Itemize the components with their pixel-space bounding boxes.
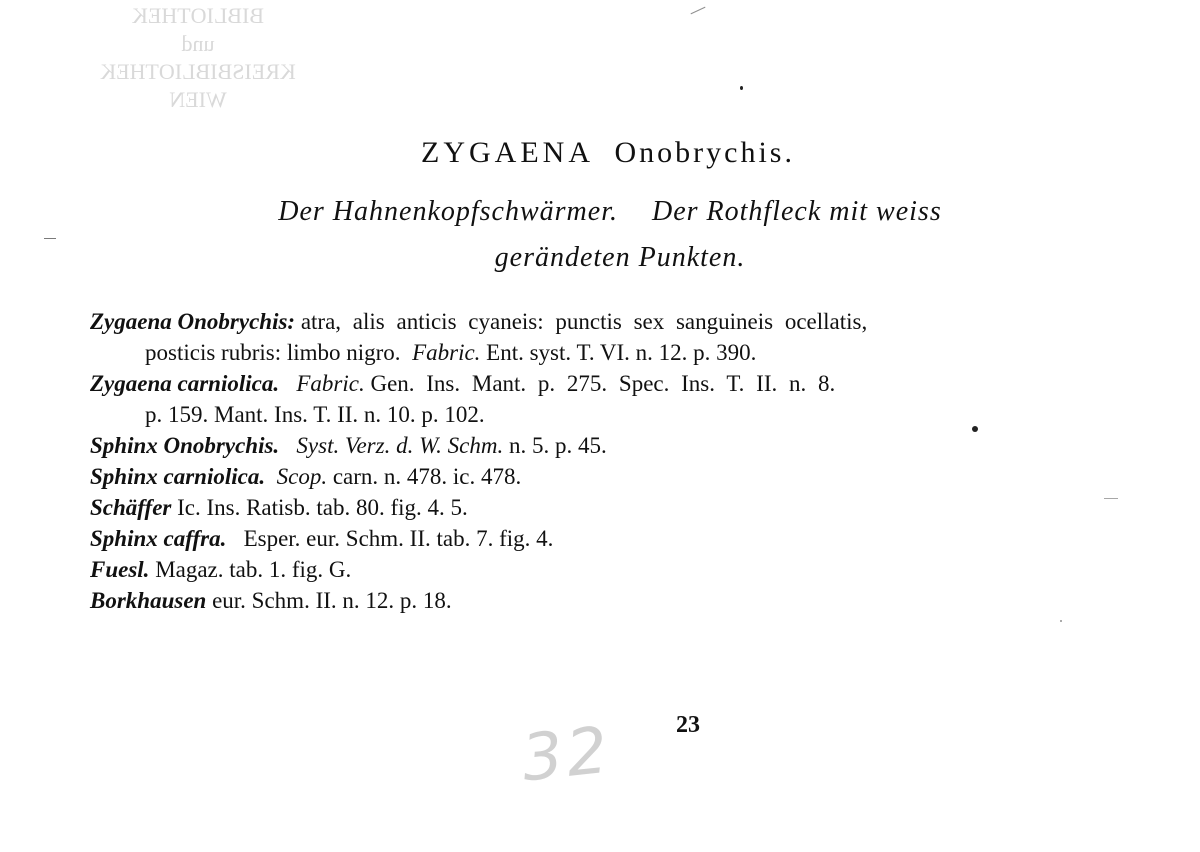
reference-continuation: p. 159. Mant. Ins. T. II. n. 10. p. 102. <box>145 402 485 427</box>
reference-entry <box>90 523 1130 554</box>
stamp-line: und <box>181 31 215 56</box>
reference-entry <box>90 368 1130 430</box>
common-names-line-2 <box>0 242 1200 274</box>
reference-text: Magaz. tab. 1. fig. G. <box>155 557 352 582</box>
reference-author: Scop. <box>276 464 328 489</box>
reference-text: atra, alis anticis cyaneis: punctis sex sanguineis ocellatis, <box>300 309 868 334</box>
ink-speck <box>44 238 56 239</box>
reference-text: Ic. Ins. Ratisb. tab. 80. fig. 4. 5. <box>177 495 468 520</box>
reference-text: n. 5. p. 45. <box>508 433 607 458</box>
reference-author: Syst. Verz. d. W. Schm. <box>296 433 504 458</box>
common-name-2-continued: gerändeten Punkten. <box>494 242 746 273</box>
ink-speck <box>691 7 706 15</box>
common-names-line-1 <box>0 196 1200 228</box>
reference-name: Fuesl. <box>90 557 150 582</box>
reference-name: Schäffer <box>90 495 172 520</box>
reference-entry <box>90 585 1130 616</box>
ink-speck <box>972 426 978 432</box>
reference-text: Ent. syst. T. VI. n. 12. p. 390. <box>486 340 757 365</box>
stamp-line: KREISBIBLIOTHEK <box>100 59 296 84</box>
genus-name: ZYGAENA <box>421 136 594 169</box>
reference-text: Esper. eur. Schm. II. tab. 7. fig. 4. <box>243 526 554 551</box>
reference-name: Borkhausen <box>90 588 207 613</box>
species-name: Onobrychis. <box>614 136 795 169</box>
reference-name: Zygaena Onobrychis: <box>90 309 296 334</box>
stamp-line: BIBLIOTHEK <box>132 3 264 28</box>
reference-entry <box>90 554 1130 585</box>
reference-entry <box>90 492 1130 523</box>
reference-name: Sphinx Onobrychis. <box>90 433 280 458</box>
reference-name: Sphinx carniolica. <box>90 464 266 489</box>
pencil-annotation: 32 <box>518 713 616 797</box>
reference-entry <box>90 461 1130 492</box>
reference-entry <box>90 306 1130 368</box>
reference-entry <box>90 430 1130 461</box>
synonymy-list <box>90 306 1130 616</box>
common-name-1: Der Hahnenkopfschwärmer. <box>278 196 618 227</box>
reference-text: carn. n. 478. ic. 478. <box>332 464 522 489</box>
page-number: 23 <box>676 712 700 738</box>
reference-name: Zygaena carniolica. <box>90 371 280 396</box>
ink-speck <box>1060 620 1062 622</box>
ink-speck <box>1104 498 1118 499</box>
reference-text: posticis rubris: limbo nigro. <box>145 340 401 365</box>
reference-author: Fabric. <box>296 371 365 396</box>
common-name-2: Der Rothfleck mit weiss <box>652 196 942 227</box>
library-stamp-bleedthrough <box>8 2 388 122</box>
reference-author: Fabric. <box>412 340 481 365</box>
reference-text: eur. Schm. II. n. 12. p. 18. <box>212 588 452 613</box>
reference-text: Gen. Ins. Mant. p. 275. Spec. Ins. T. II. n. 8. <box>370 371 836 396</box>
reference-continuation <box>90 337 1130 368</box>
stamp-line: WIEN <box>169 87 227 112</box>
ink-speck <box>740 86 743 90</box>
species-title <box>0 136 1200 170</box>
reference-name: Sphinx caffra. <box>90 526 227 551</box>
